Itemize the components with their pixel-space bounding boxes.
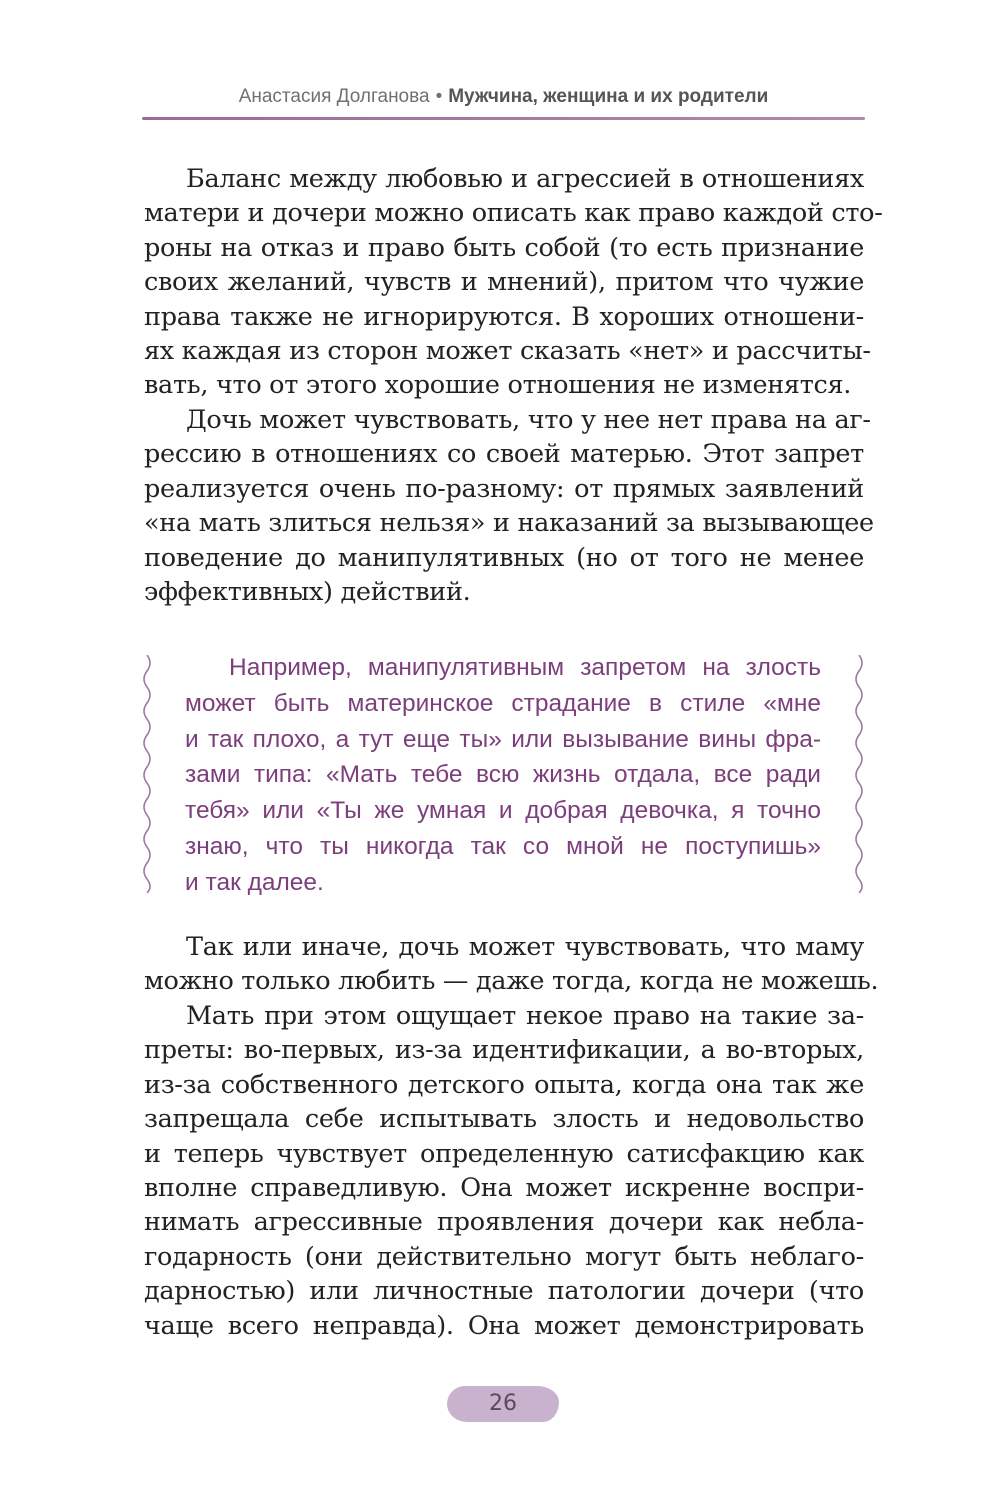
highlight-quote [185, 650, 821, 901]
text-line: поведение до манипулятивных (но от того не менее [144, 542, 864, 573]
text-line: Так или иначе, дочь может чувствовать, что маму [186, 932, 864, 962]
header-author: Анастасия Долганова [238, 86, 430, 107]
text-line: эффективных) действий. [144, 576, 471, 607]
text-line: Мать при этом ощущает некое право на такие за- [186, 1001, 864, 1031]
text-line: Баланс между любовью и агрессией в отношениях [186, 164, 864, 194]
text-line: «на мать злиться нельзя» и наказаний за вызывающее [144, 508, 874, 539]
paragraph-4 [144, 999, 864, 1343]
running-header [142, 86, 865, 108]
text-line: реализуется очень по-разному: от прямых заявлений [144, 473, 864, 504]
text-line: можно только любить — даже тогда, когда не можешь. [144, 966, 879, 997]
paragraph-2 [144, 403, 874, 609]
header-book-title: Мужчина, женщина и их родители [448, 86, 769, 107]
text-line: рессию в отношениях со своей матерью. Этот запрет [144, 439, 864, 470]
text-line: из-за собственного детского опыта, когда она так же [144, 1069, 864, 1100]
header-separator: • [435, 86, 443, 107]
text-line: запрещала себе испытывать злость и недовольство [144, 1104, 864, 1135]
text-line: Дочь может чувствовать, что у нее нет права на аг- [186, 405, 871, 435]
text-line: преты: во-первых, из-за идентификации, а во-вторых, [144, 1035, 864, 1066]
text-line: годарность (они действительно могут быть неблаго- [144, 1241, 864, 1272]
paragraph-3 [144, 930, 879, 999]
text-line: ях каждая из сторон может сказать «нет» и рассчиты- [144, 335, 871, 366]
quote-line: Например, манипулятивным запретом на злость [229, 654, 821, 681]
quote-left-wavy-border [140, 655, 154, 893]
text-line: чаще всего неправда). Она может демонстрировать [144, 1310, 864, 1341]
text-line: вполне справедливую. Она может искренне воспри- [144, 1172, 864, 1203]
page-number: 26 [447, 1386, 559, 1422]
quote-line: и так плохо, а тут еще ты» или вызывание вины фра- [185, 725, 821, 753]
quote-line: тебя» или «Ты же умная и добрая девочка, я точно [185, 797, 821, 825]
quote-right-wavy-border [852, 655, 866, 893]
text-line: и теперь чувствует определенную сатисфакцию как [144, 1138, 864, 1169]
quote-line: зами типа: «Мать тебе всю жизнь отдала, все ради [185, 761, 821, 789]
header-rule [142, 117, 865, 120]
quote-line: и так далее. [185, 868, 324, 896]
text-line: роны на отказ и право быть собой (то есть признание [144, 232, 864, 263]
text-line: нимать агрессивные проявления дочери как небла- [144, 1207, 864, 1238]
quote-line: может быть материнское страдание в стиле «мне [185, 689, 821, 717]
text-line: дарностью) или личностные патологии дочери (что [144, 1276, 864, 1307]
text-line: своих желаний, чувств и мнений), притом что чужие [144, 267, 864, 298]
text-line: права также не игнорируются. В хороших отношени- [144, 301, 864, 332]
paragraph-1 [144, 162, 883, 403]
text-line: матери и дочери можно описать как право каждой сто- [144, 198, 883, 229]
quote-line: знаю, что ты никогда так со мной не поступишь» [185, 832, 821, 860]
text-line: вать, что от этого хорошие отношения не изменятся. [144, 370, 852, 401]
